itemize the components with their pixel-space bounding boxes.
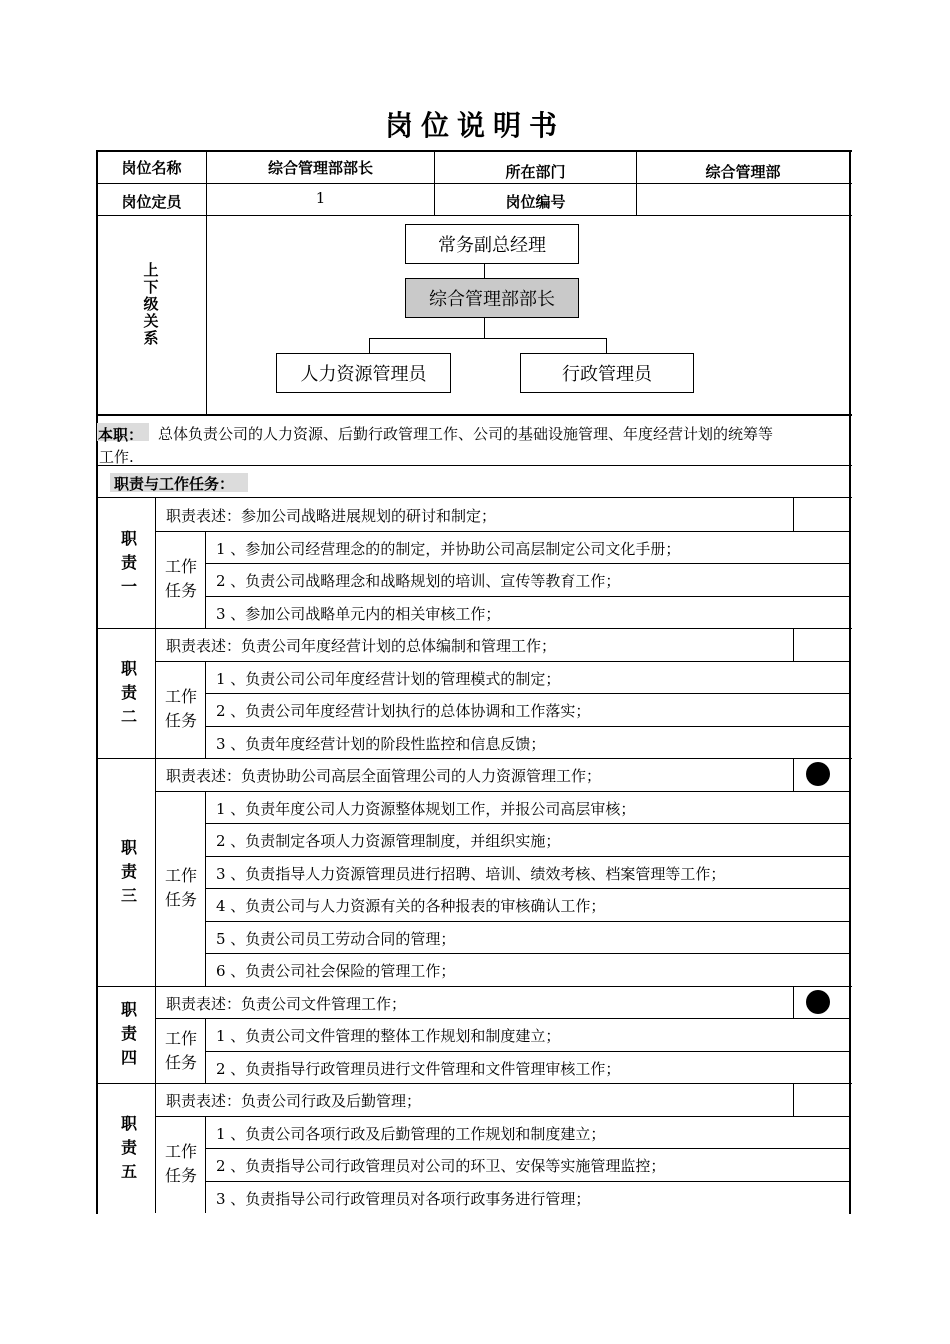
duty-label: 职 责 二 [120,659,137,726]
headcount-label: 岗位定员 [121,192,182,211]
duty-statement: 职责表述：负责公司年度经营计划的总体编制和管理工作； [166,637,557,655]
org-current-box: 综合管理部部长 [405,278,579,318]
task-item: 4 、负责公司与人力资源有关的各种报表的审核确认工作； [216,897,606,915]
org-superior-box: 常务副总经理 [405,224,579,264]
task-item: 1 、负责年度公司人力资源整体规划工作，并报公司高层审核； [216,799,636,818]
important-marker-icon [806,762,830,786]
task-item: 3 、负责指导公司行政管理员对各项行政事务进行管理； [216,1189,591,1208]
task-item: 2 、负责指导行政管理员进行文件管理和文件管理审核工作； [216,1059,621,1078]
duty-statement: 职责表述：负责公司行政及后勤管理； [166,1092,422,1110]
duty-label: 职 责 三 [120,837,137,905]
task-item: 2 、负责制定各项人力资源管理制度，并组织实施； [216,832,561,850]
page-title: 岗位说明书 [384,109,565,142]
task-item: 1 、负责公司公司年度经营计划的管理模式的制定； [216,669,561,688]
duty-label: 职 责 四 [120,1000,137,1068]
work-tasks-label: 工作 任务 [164,1142,197,1186]
work-tasks-label: 工作 任务 [164,866,197,909]
position-code-value [637,184,849,215]
org-subordinate-admin-box: 行政管理员 [520,353,694,393]
task-item: 3 、参加公司战略单元内的相关审核工作； [216,604,501,623]
duties-heading: 职责与工作任务： [114,475,235,493]
duty-statement: 职责表述：负责公司文件管理工作； [166,994,407,1013]
task-item: 2 、负责公司战略理念和战略规划的培训、宣传等教育工作； [216,572,621,590]
position-name-value: 综合管理部部长 [267,158,373,177]
task-item: 2 、负责指导公司行政管理员对公司的环卫、安保等实施管理监控； [216,1157,666,1175]
duty-label: 职 责 一 [120,529,137,596]
work-tasks-label: 工作 任务 [164,687,197,731]
duty-statement: 职责表述：负责协助公司高层全面管理公司的人力资源管理工作； [166,767,602,785]
position-name-label: 岗位名称 [121,158,182,177]
task-item: 1 、负责公司各项行政及后勤管理的工作规划和制度建立； [216,1124,606,1143]
headcount-value: 1 [315,189,326,207]
department-value: 综合管理部 [705,162,781,181]
work-tasks-label: 工作 任务 [164,557,197,601]
department-label: 所在部门 [505,162,566,181]
mission-label: 本职： [98,426,144,444]
task-item: 1 、参加公司经营理念的的制定，并协助公司高层制定公司文化手册； [216,539,681,558]
duty-label: 职 责 五 [120,1114,137,1181]
task-item: 3 、负责年度经营计划的阶段性监控和信息反馈； [216,734,546,753]
mission-text-line2: 工作. [99,448,134,466]
task-item: 5 、负责公司员工劳动合同的管理； [216,929,456,948]
task-item: 1 、负责公司文件管理的整体工作规划和制度建立； [216,1027,561,1045]
work-tasks-label: 工作 任务 [164,1028,197,1072]
org-subordinate-hr-box: 人力资源管理员 [276,353,451,393]
important-marker-icon [806,990,830,1014]
relations-label: 上 下 级 关 系 [143,261,159,347]
position-code-label: 岗位编号 [505,192,566,211]
task-item: 6 、负责公司社会保险的管理工作； [216,962,456,980]
mission-text-line1: 总体负责公司的人力资源、后勤行政管理工作、公司的基础设施管理、年度经营计划的统筹等 [158,425,774,443]
duty-statement: 职责表述：参加公司战略进展规划的研讨和制定； [166,507,497,525]
task-item: 3 、负责指导人力资源管理员进行招聘、培训、绩效考核、档案管理等工作； [216,864,726,883]
task-item: 2 、负责公司年度经营计划执行的总体协调和工作落实； [216,702,591,720]
